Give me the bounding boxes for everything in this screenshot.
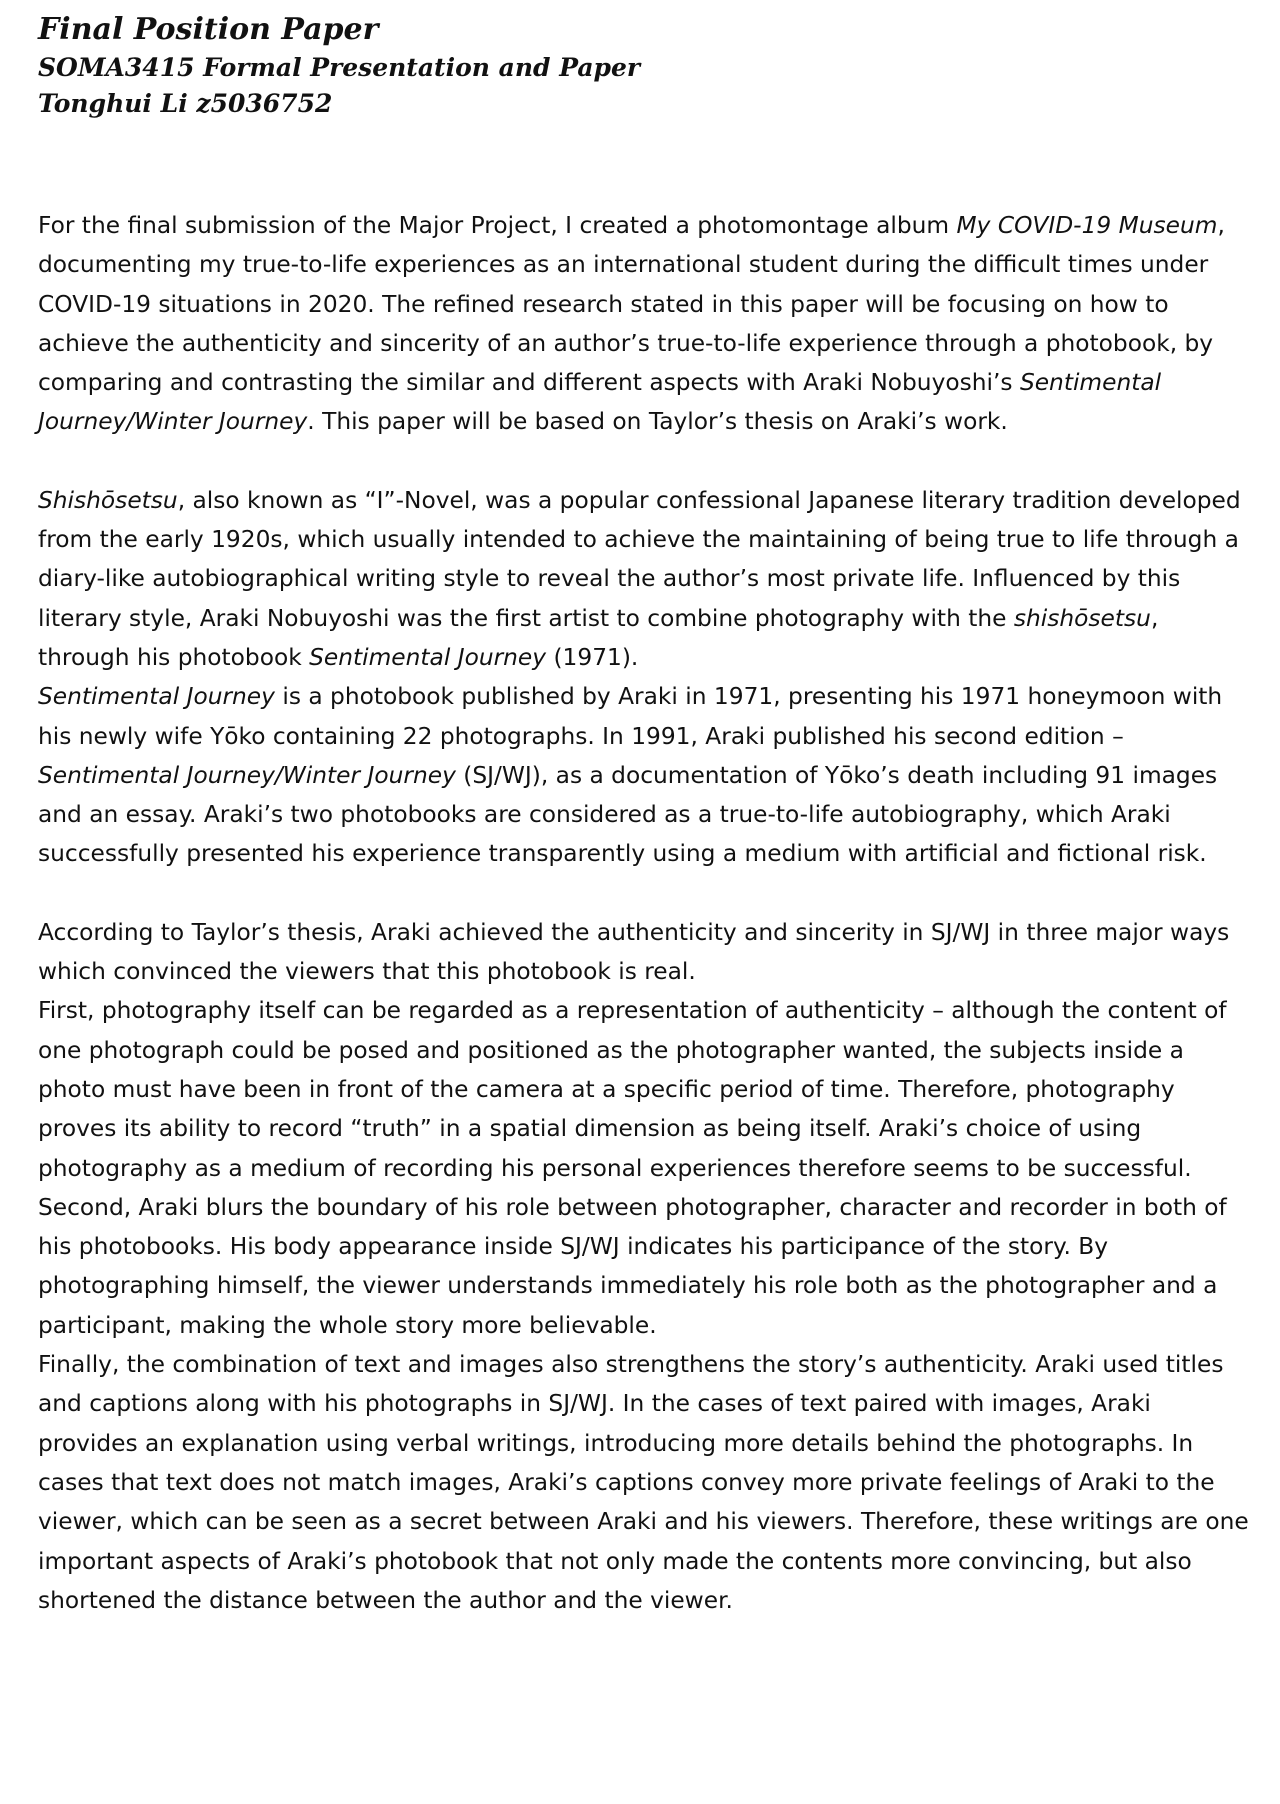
italic-title: Sentimental Journey <box>309 643 547 671</box>
text-run: . This paper will be based on Taylor’s thesis on Araki’s work. <box>307 408 1008 436</box>
course-line: SOMA3415 Formal Presentation and Paper <box>38 53 641 82</box>
italic-term: Shishōsetsu <box>38 486 178 514</box>
text-run: For the final submission of the Major Project, I created a photomontage album <box>38 212 957 239</box>
paper-title: Final Position Paper <box>38 12 379 47</box>
author-line: Tonghui Li z5036752 <box>38 89 333 118</box>
italic-title: Sentimental Journey/Winter Journey <box>38 369 1162 436</box>
italic-title: Sentimental Journey/Winter Journey <box>38 761 456 789</box>
text-run: , documenting my true-to-life experiences as an international student during the difficult times under COVID-19 situations in 2020. The refined research stated in this paper will be focusing on how to achieve the authenticity and sincerity of an author’s true-to-life experience through a photobook, by comparing and contrasting the similar and different aspects with Araki Nobuyoshi’s <box>38 212 1225 397</box>
paragraph-first-point: First, photography itself can be regarded as a representation of authenticity – although the content of one photograph could be posed and positioned as the photographer wanted, the subjects inside a photo must have been in front of the camera at a specific period of time. Therefore, photography proves its ability to record “truth” in a spatial dimension as being itself. Araki’s choice of using photography as a medium of recording his personal experiences therefore seems to be successful. <box>38 997 1227 1182</box>
paragraph-gap <box>38 442 1253 481</box>
paragraph-third-point: Finally, the combination of text and images also strengthens the story’s authenticity. Araki used titles and captions along with his photographs in SJ/WJ. In the cases of text paired with images, Araki provides an explanation using verbal writings, introducing more details behind the photographs. In cases that text does not match images, Araki’s captions convey more private feelings of Araki to the viewer, which can be seen as a secret between Araki and his viewers. Therefore, these writings are one important aspects of Araki’s photobook that not only made the contents more convincing, but also shortened the distance between the author and the viewer. <box>38 1351 1249 1614</box>
document-header <box>38 10 640 122</box>
paragraph-second-point: Second, Araki blurs the boundary of his role between photographer, character and recorder in both of his photobooks. His body appearance inside SJ/WJ indicates his participance of the story. By photographing himself, the viewer understands immediately his role both as the photographer and a participant, making the whole story more believable. <box>38 1193 1227 1339</box>
paragraph-intro <box>38 206 1253 442</box>
text-run: is a photobook published by Araki in 1971, presenting his 1971 honeymoon with his newly wife Yōko containing 22 photographs. In 1991, Araki published his second edition – <box>38 683 1223 750</box>
paragraph-shishosetsu <box>38 481 1253 874</box>
document-body <box>38 206 1253 1620</box>
text-run: , through his photobook <box>38 604 1159 671</box>
paragraph-taylor-thesis: According to Taylor’s thesis, Araki achieved the authenticity and sincerity in SJ/WJ in three major ways which convinced the viewers that this photobook is real. <box>38 918 1230 986</box>
italic-title: My COVID-19 Museum <box>956 212 1218 239</box>
italic-term: shishōsetsu <box>1013 604 1151 632</box>
text-run: (1971). <box>546 643 639 671</box>
paragraph-gap <box>38 874 1253 913</box>
text-run: , also known as “I”-Novel, was a popular confessional Japanese literary tradition developed from the early 1920s, which usually intended to achieve the maintaining of being true to life through a diary-like autobiographical writing style to reveal the author’s most private life. Influenced by this literary style, Araki Nobuyoshi was the first artist to combine photography with the <box>38 486 1241 632</box>
text-run: (SJ/WJ), as a documentation of Yōko’s death including 91 images and an essay. Araki’s two photobooks are considered as a true-to-life autobiography, which Araki successfully presented his experience transparently using a medium with artificial and fictional risk. <box>38 761 1218 868</box>
italic-title: Sentimental Journey <box>38 683 275 711</box>
